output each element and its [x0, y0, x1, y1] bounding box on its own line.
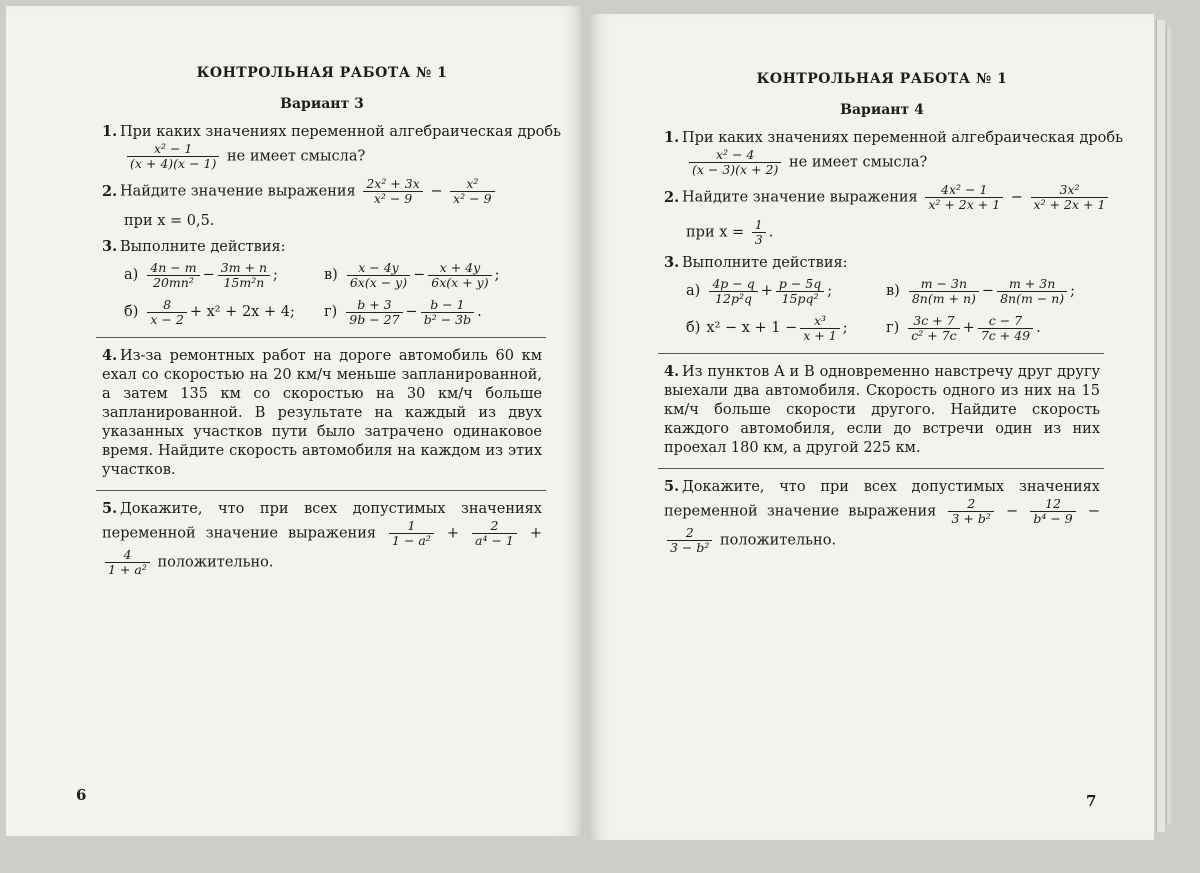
- fraction: [363, 177, 422, 206]
- fraction: [689, 148, 781, 177]
- fraction: [925, 183, 1003, 212]
- math-text: −: [405, 304, 418, 320]
- fraction: [389, 519, 434, 548]
- math-text: 3c + 7: [908, 314, 959, 329]
- math-text: 8n(m + n): [911, 291, 976, 306]
- math-text: 6x(x − y): [349, 275, 408, 290]
- text-line: [102, 142, 542, 171]
- math-text: Из-за ремонтных работ на дороге автомобиль 60 км ехал со скоростью на 20 км/ч меньше запланированной, а затем 135 км со скоростью на 30 км/ч больше запланированной. В результате на каждый из двух указанных участков пути было затрачено одинаковое время. Найдите скорость автомобиля на каждом из этих участков.: [102, 348, 542, 478]
- math-text: Найдите значение выражения: [682, 189, 918, 206]
- fraction: [218, 261, 270, 290]
- math-text: Из пунктов A и B одновременно навстречу друг другу выехали два автомобиля. Скорость одного из них на 15 км/ч больше скорости другого. Найдите скорость каждого автомобиля, если до встречи один из них проехал 180 км, а другой 225 км.: [664, 364, 1100, 456]
- right-task-5: [664, 477, 1100, 555]
- math-text: (x + 4)(x − 1): [130, 156, 217, 171]
- left-title: КОНТРОЛЬНАЯ РАБОТА № 1: [196, 65, 448, 81]
- math-text: x + 1: [803, 328, 837, 343]
- fraction: [346, 298, 402, 327]
- math-text: Выполните действия:: [682, 255, 848, 271]
- math-text: m − 3n: [909, 277, 979, 292]
- math-text: в): [324, 267, 338, 283]
- math-text: в): [886, 283, 900, 299]
- text-line: [102, 237, 542, 257]
- math-text: 6x(x + y): [431, 275, 489, 290]
- math-text: При каких значениях переменной алгебраическая дробь: [682, 130, 1124, 146]
- left-page-number: 6: [76, 786, 87, 804]
- math-text: x² − 9: [373, 191, 413, 206]
- math-text: a⁴ − 1: [475, 533, 514, 548]
- math-text: .: [768, 224, 774, 241]
- fraction: [997, 277, 1067, 306]
- text-line: [102, 177, 542, 206]
- math-text: 12p²q: [715, 291, 752, 306]
- math-text: m + 3n: [997, 277, 1067, 292]
- right-page-number: 7: [1086, 792, 1097, 810]
- fraction: [450, 177, 494, 206]
- text-line: [686, 314, 886, 343]
- math-text: x² − x + 1 −: [706, 320, 798, 336]
- fraction: [1030, 497, 1075, 526]
- fraction: [776, 277, 824, 306]
- math-text: .: [477, 304, 482, 320]
- text-line: [686, 277, 1100, 306]
- math-text: 4.: [102, 347, 118, 364]
- fraction: [472, 519, 517, 548]
- math-text: +: [962, 320, 975, 336]
- fraction: [127, 142, 219, 171]
- math-text: Докажите, что при всех допустимых значениях переменной значение выражения: [664, 479, 1100, 520]
- math-text: положительно.: [157, 554, 274, 571]
- math-text: 4.: [664, 363, 680, 380]
- math-text: 2: [667, 526, 712, 541]
- right-page: [588, 14, 1154, 840]
- text-line: [124, 298, 324, 327]
- left-variant: Вариант 3: [280, 96, 364, 112]
- math-text: 3x²: [1031, 183, 1109, 198]
- left-task-4: [102, 346, 542, 480]
- math-text: .: [1036, 320, 1041, 336]
- math-text: 3m + n: [218, 261, 270, 276]
- text-line: [102, 122, 562, 142]
- math-text: 2: [948, 497, 993, 512]
- right-task-4: [664, 362, 1100, 458]
- math-text: 4: [105, 548, 150, 563]
- math-text: x − 2: [150, 312, 184, 327]
- math-text: c² + 7c: [911, 328, 957, 343]
- fraction: [978, 314, 1033, 343]
- fraction: [421, 298, 474, 327]
- divider: [96, 490, 546, 491]
- math-text: г): [886, 320, 900, 336]
- math-text: x² + 2x + 1: [1033, 197, 1106, 212]
- text-line: [324, 261, 499, 290]
- math-text: 2.: [102, 182, 118, 200]
- divider: [658, 353, 1104, 354]
- math-text: −: [430, 183, 443, 200]
- right-variant: Вариант 4: [840, 102, 924, 118]
- math-text: +: [529, 525, 543, 542]
- math-text: 1 + a²: [108, 562, 147, 577]
- fraction: [105, 548, 150, 577]
- left-task-3: [102, 237, 542, 327]
- divider: [658, 468, 1104, 469]
- math-text: b − 1: [421, 298, 474, 313]
- math-text: ;: [1070, 283, 1076, 299]
- math-text: 4x² − 1: [925, 183, 1003, 198]
- math-text: x − 4y: [347, 261, 410, 276]
- page-edges: [1156, 20, 1165, 832]
- right-page-content: [664, 70, 1124, 561]
- right-title: КОНТРОЛЬНАЯ РАБОТА № 1: [756, 71, 1008, 87]
- text-line: [886, 277, 1075, 306]
- math-text: +: [760, 283, 773, 299]
- fraction: [428, 261, 491, 290]
- math-text: −: [413, 267, 426, 283]
- left-task-1: [102, 122, 562, 171]
- math-text: а): [686, 283, 701, 299]
- math-text: 9b − 27: [349, 312, 400, 327]
- text-line: [664, 148, 1100, 177]
- math-text: −: [1087, 503, 1101, 520]
- math-text: x³: [800, 314, 839, 329]
- fraction: [667, 526, 712, 555]
- math-text: x² − 4: [689, 148, 781, 163]
- math-text: 5.: [102, 500, 118, 517]
- math-text: при x =: [686, 224, 745, 241]
- fraction: [908, 314, 959, 343]
- math-text: c − 7: [978, 314, 1033, 329]
- math-text: г): [324, 304, 338, 320]
- math-text: а): [124, 267, 139, 283]
- math-text: 3.: [102, 238, 118, 255]
- math-text: 4p − q: [709, 277, 757, 292]
- math-text: −: [981, 283, 995, 299]
- math-text: 1: [389, 519, 434, 534]
- math-text: б): [124, 304, 139, 320]
- math-text: x + 4y: [428, 261, 491, 276]
- math-text: 1: [752, 218, 766, 233]
- fraction: [752, 218, 766, 247]
- math-text: Выполните действия:: [120, 239, 286, 255]
- math-text: b² − 3b: [423, 312, 472, 327]
- fraction: [347, 261, 410, 290]
- math-text: б): [686, 320, 701, 336]
- math-text: +: [446, 525, 460, 542]
- math-text: x² + 2x + 1: [928, 197, 1001, 212]
- math-text: ;: [494, 267, 500, 283]
- math-text: −: [202, 267, 215, 283]
- math-text: b⁴ − 9: [1033, 511, 1073, 526]
- math-text: x²: [450, 177, 494, 192]
- math-text: 3 − b²: [670, 540, 710, 555]
- math-text: + x² + 2x + 4;: [189, 304, 295, 320]
- left-page: [6, 6, 584, 836]
- math-text: не имеет смысла?: [788, 154, 928, 171]
- text-line: [124, 298, 542, 327]
- math-text: x² − 9: [453, 191, 492, 206]
- right-task-1: [664, 128, 1124, 177]
- math-text: 2x² + 3x: [363, 177, 422, 192]
- fraction: [709, 277, 757, 306]
- fraction: [800, 314, 839, 343]
- math-text: 12: [1030, 497, 1075, 512]
- math-text: 20mn²: [153, 275, 194, 290]
- divider: [96, 337, 546, 338]
- math-text: x² − 1: [127, 142, 219, 157]
- math-text: 3.: [664, 254, 680, 271]
- fraction: [909, 277, 979, 306]
- math-text: 8n(m − n): [1000, 291, 1065, 306]
- text-line: [124, 261, 324, 290]
- math-text: Докажите, что при всех допустимых значениях переменной значение выражения: [102, 501, 542, 542]
- text-line: [664, 218, 1100, 247]
- math-text: Найдите значение выражения: [120, 183, 356, 200]
- fraction: [147, 298, 186, 327]
- math-text: ;: [827, 283, 833, 299]
- text-line: [886, 314, 1041, 343]
- fraction: [1031, 183, 1109, 212]
- math-text: −: [1006, 503, 1019, 520]
- left-task-2: [102, 177, 542, 231]
- text-line: [124, 261, 542, 290]
- math-text: положительно.: [720, 532, 837, 549]
- text-line: [664, 253, 1100, 273]
- text-line: [664, 128, 1124, 148]
- math-text: 7c + 49: [980, 328, 1031, 343]
- math-text: 1.: [664, 129, 680, 146]
- right-task-3: [664, 253, 1100, 343]
- text-line: [686, 277, 886, 306]
- text-line: [686, 314, 1100, 343]
- math-text: не имеет смысла?: [226, 148, 366, 165]
- left-task-5: [102, 499, 542, 577]
- math-text: 15pq²: [781, 291, 819, 306]
- math-text: при x = 0,5.: [124, 213, 215, 229]
- math-text: p − 5q: [776, 277, 824, 292]
- left-page-content: [102, 64, 562, 583]
- math-text: (x − 3)(x + 2): [692, 162, 779, 177]
- right-task-2: [664, 182, 1106, 247]
- fraction: [147, 261, 199, 290]
- text-line: [664, 182, 1106, 212]
- math-text: 3 + b²: [951, 511, 991, 526]
- fraction: [948, 497, 993, 526]
- math-text: При каких значениях переменной алгебраическая дробь: [120, 124, 562, 140]
- math-text: −: [1010, 189, 1023, 206]
- math-text: 3: [754, 232, 763, 247]
- math-text: 5.: [664, 478, 680, 495]
- math-text: 2: [472, 519, 517, 534]
- math-text: ;: [273, 267, 278, 283]
- math-text: 4n − m: [147, 261, 199, 276]
- math-text: 8: [147, 298, 186, 313]
- math-text: 1 − a²: [392, 533, 431, 548]
- math-text: ;: [842, 320, 848, 336]
- math-text: 2.: [664, 188, 680, 206]
- text-line: [324, 298, 482, 327]
- page-edges-back: [1166, 28, 1171, 824]
- math-text: 15m²n: [223, 275, 265, 290]
- math-text: b + 3: [346, 298, 402, 313]
- math-text: 1.: [102, 123, 118, 140]
